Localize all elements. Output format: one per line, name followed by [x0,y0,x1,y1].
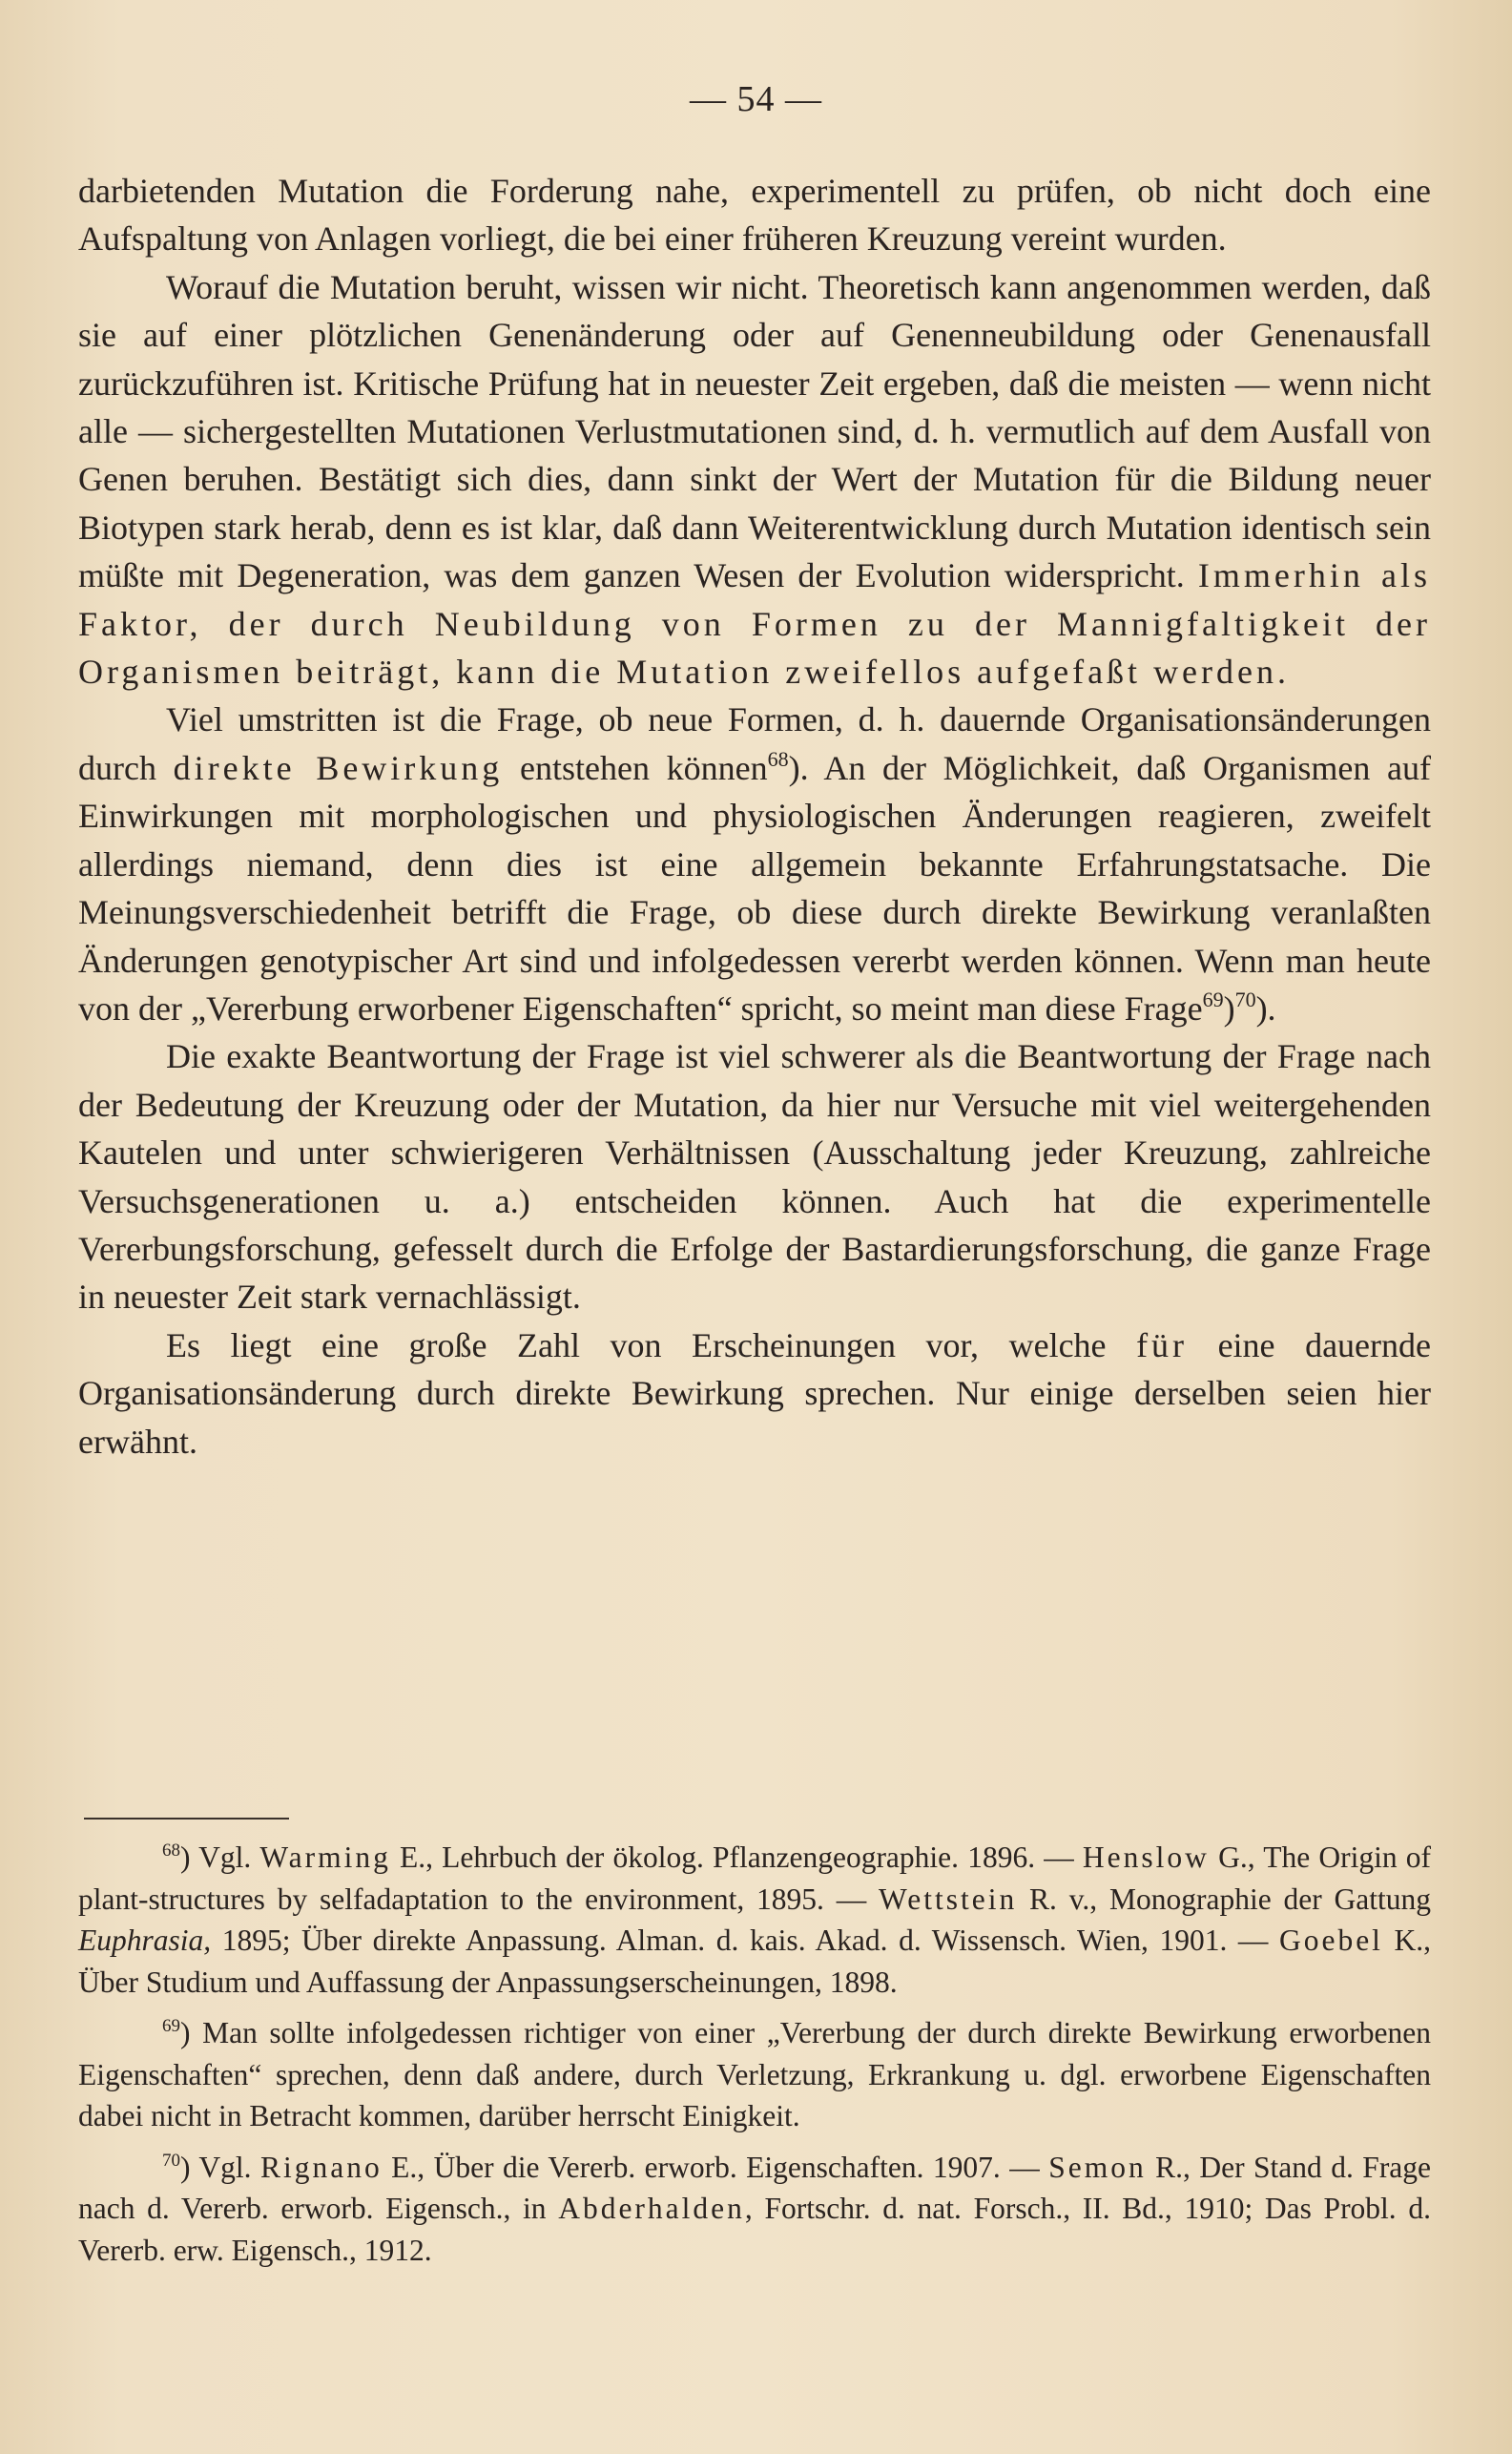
footnote-69 [78,2012,1431,2137]
paragraph-text: Worauf die Mutation beruht, wissen wir nicht. Theoretisch kann angenommen werden, daß sie auf einer plötzlichen Genenänderung oder auf Genenneubildung oder Genenausfall zurückzuführen ist. Kritische Prüfung hat in neuester Zeit ergeben, daß die meisten — wenn nicht alle — sichergestellten Mutationen Verlustmutationen sind, d. h. vermutlich auf dem Ausfall von Genen beruhen. Bestätigt sich dies, dann sinkt der Wert der Mutation für die Bildung neuer Biotypen stark herab, denn es ist klar, daß dann Weiterentwicklung durch Mutation identisch sein müßte mit Degeneration, was dem ganzen Wesen der Evolution widerspricht. [78,267,1431,595]
paragraph-5 [78,1321,1431,1466]
main-text [78,167,1431,1466]
paragraph-text: Es liegt eine große Zahl von Erscheinungen vor, welche [166,1325,1137,1364]
spaced-emphasis: Immerhin als Faktor, der durch Neubildung von Formen zu der Mannigfaltigkeit der Organismen beiträgt, kann die Mutation zweifellos aufgefaßt werden. [78,556,1432,692]
footnote-text: R. v., Monographie der Gattung [1017,1882,1431,1916]
footnote-number: 68 [162,1840,180,1861]
paragraph-2 [78,263,1431,697]
footnote-text: ) Vgl. [180,1840,260,1874]
paragraph-text: Viel umstritten ist die Frage, ob neue Formen, d. h. dauernde Organisationsänderungen durch [78,700,1431,787]
footnote-text: , Fortschr. d. nat. Forsch., II. Bd., 1910; Das Probl. d. Vererb. erw. Eigensch., 1912. [78,2192,1431,2267]
footnote-text: R., Der Stand d. Frage nach d. Vererb. erworb. Eigensch., in [78,2150,1432,2225]
paragraph-1 [78,167,1431,263]
footnote-text: K., Über Studium und Auffassung der Anpassungserscheinungen, 1898. [78,1924,1432,1999]
paragraph-4 [78,1032,1431,1321]
paragraph-text: Die exakte Beantwortung der Frage ist viel schwerer als die Beantwortung der Frage nach der Bedeutung der Kreuzung oder der Mutation, da hier nur Versuche mit viel weitergehenden Kautelen und unter schwierigeren Verhältnissen (Ausschaltung jeder Kreuzung, zahlreiche Versuchsgenerationen u. a.) entscheiden können. Auch hat die experimentelle Vererbungsforschung, gefesselt durch die Erfolge der Bastardierungsforschung, die ganze Frage in neuester Zeit stark vernachlässigt. [78,1037,1431,1317]
footnote-text: 1895; Über direkte Anpassung. Alman. d. kais. Akad. d. Wissensch. Wien, 1901. — [211,1924,1279,1957]
author-name: Rignano [259,2150,383,2184]
paragraph-text: darbietenden Mutation die Forderung nahe, experimentell zu prüfen, ob nicht doch eine Aufspaltung von Anlagen vorliegt, die bei einer früheren Kreuzung vereint wurden. [78,172,1431,259]
paragraph-text: eine dauernde Organisationsänderung durch direkte Bewirkung sprechen. Nur einige derselben seien hier erwähnt. [78,1325,1431,1461]
footnote-text: G., The Origin of plant-structures by selfadaptation to the environment, 1895. — [78,1840,1432,1916]
author-name: Henslow [1082,1840,1210,1874]
footnote-text: ) Man sollte infolgedessen richtiger von einer „Vererbung der durch direkte Bewirkung erworbenen Eigenschaften“ sprechen, denn daß andere, durch Verletzung, Erkrankung u. dgl. erworbene Eigenschaften dabei nicht in Betracht kommen, darüber herrscht Einigkeit. [78,2016,1431,2132]
author-name: Warming [259,1840,391,1874]
paragraph-text: entstehen können [503,748,768,787]
footnote-number: 69 [162,2016,180,2036]
footnote-70 [78,2147,1431,2272]
author-name: Semon [1048,2150,1147,2184]
footnote-68 [78,1837,1431,2003]
footnotes [78,1837,1431,2280]
paragraph-text: ). An der Möglichkeit, daß Organismen auf Einwirkungen mit morphologischen und physiologischen Änderungen reagieren, zweifelt allerdings niemand, denn dies ist eine allgemein bekannte Erfahrungstatsache. Die Meinungsverschiedenheit betrifft die Frage, ob diese durch direkte Bewirkung veranlaßten Änderungen genotypischer Art sind und infolgedessen vererbt werden können. Wenn man heute von der „Vererbung erworbener Eigenschaften“ spricht, so meint man diese Frage [78,748,1431,1028]
footnote-text: E., Lehrbuch der ökolog. Pflanzengeographie. 1896. — [390,1840,1083,1874]
footnote-divider [84,1818,289,1820]
paragraph-text: ) [1223,988,1235,1028]
footnote-text: ) Vgl. [180,2150,260,2184]
author-name: Wettstein [879,1882,1018,1916]
footnote-ref-70[interactable]: 70 [1234,987,1256,1011]
paragraph-text: ). [1255,988,1276,1028]
footnote-text: E., Über die Vererb. erworb. Eigenschaften. 1907. — [382,2150,1049,2184]
footnote-number: 70 [162,2150,180,2171]
author-name: Abderhalden [558,2192,745,2225]
spaced-emphasis: für [1136,1325,1189,1364]
footnote-ref-69[interactable]: 69 [1202,987,1224,1011]
author-name: Goebel [1278,1924,1383,1957]
italic-genus: Euphrasia, [78,1924,212,1957]
paragraph-3 [78,696,1431,1032]
page-number: — 54 — [690,79,822,119]
footnote-ref-68[interactable]: 68 [767,746,789,771]
spaced-emphasis: direkte Bewirkung [173,748,504,787]
